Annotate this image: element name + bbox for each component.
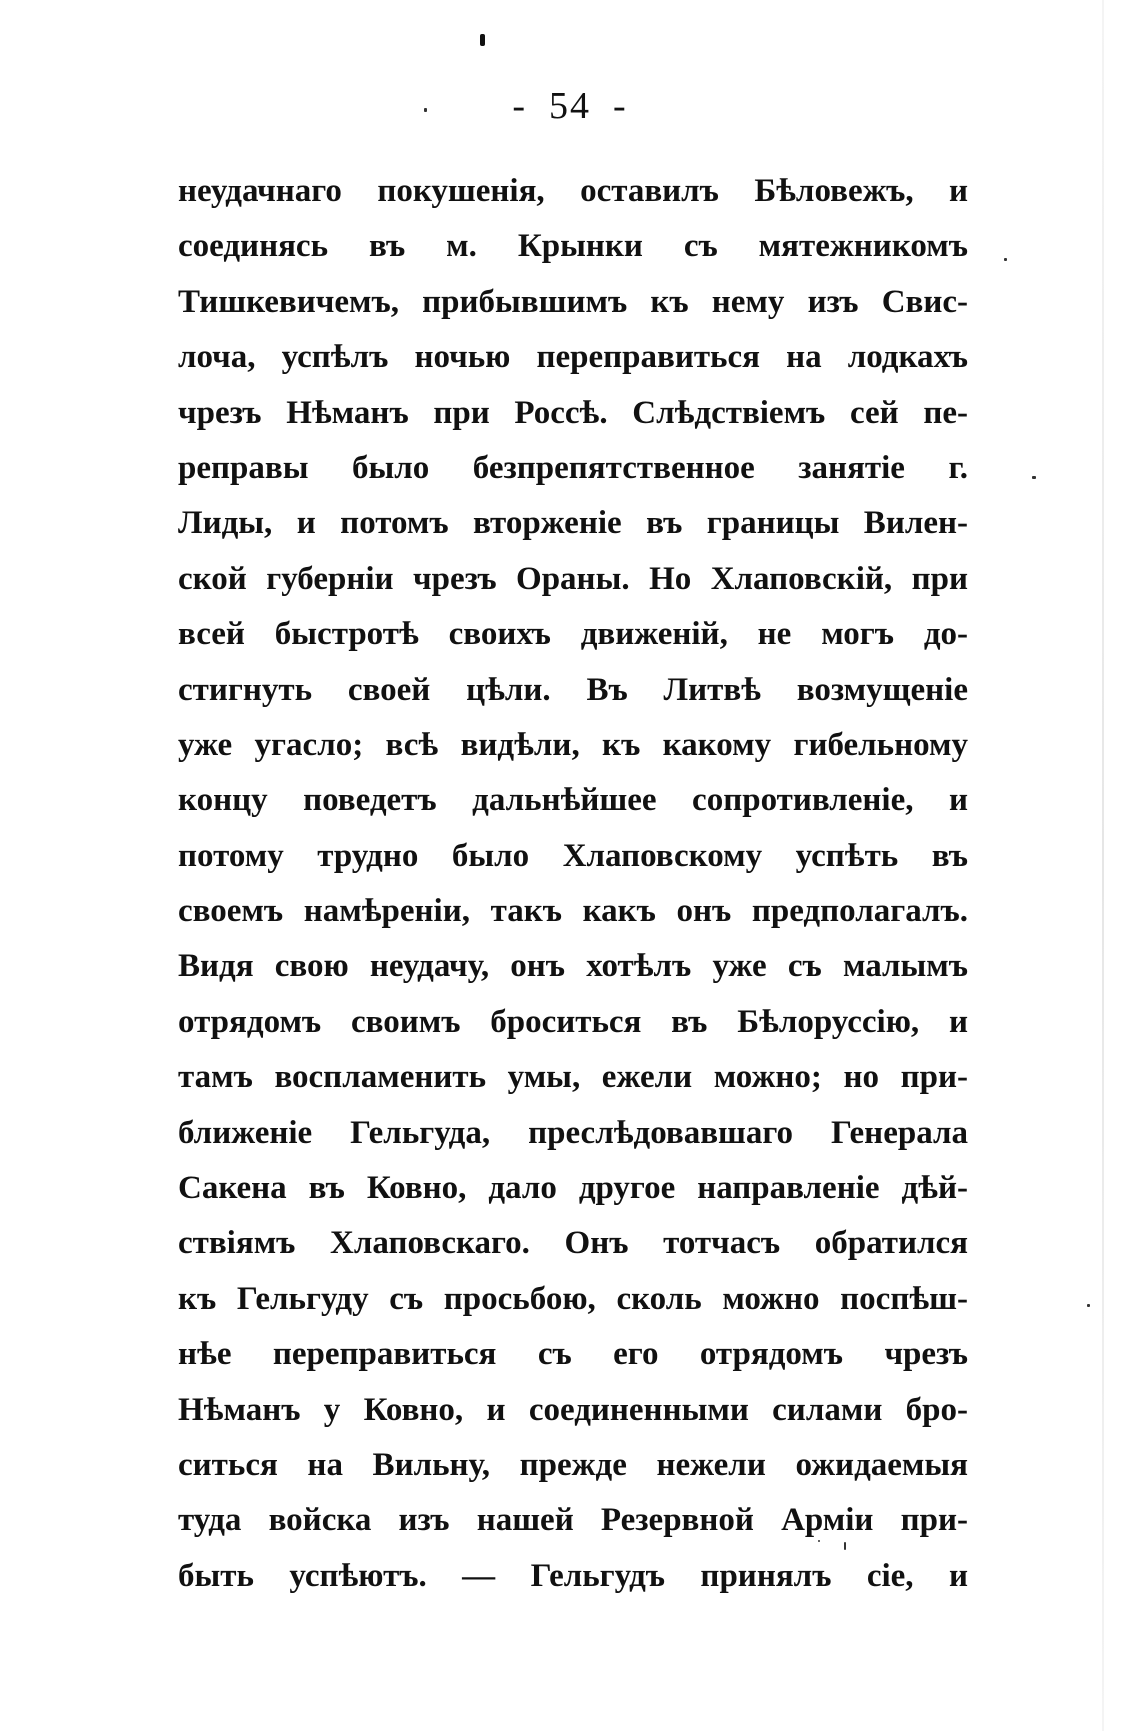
page-number-dash-right: - [613,85,628,127]
text-line: Сакена въ Ковно, дало другое направленіе дѣй- [178,1170,968,1207]
text-line: ской губерніи чрезъ Ораны. Но Хлаповскій, при [178,560,968,597]
body-text [178,164,968,1604]
text-line: уже угасло; всѣ видѣли, къ какому гибельному [178,726,968,763]
text-line: быть успѣютъ. — Гельгудъ принялъ сіе, и [178,1557,968,1594]
ink-speck [818,1540,820,1542]
text-line: ближеніе Гельгуда, преслѣдовавшаго Генерала [178,1114,968,1151]
text-line: ствіямъ Хлаповскаго. Онъ тотчасъ обратился [178,1225,968,1262]
text-line: къ Гельгуду съ просьбою, сколь можно поспѣш- [178,1280,968,1317]
ink-speck [844,1542,846,1550]
text-line: нѣе переправиться съ его отрядомъ чрезъ [178,1336,968,1373]
ink-speck [424,108,427,112]
text-line: Видя свою неудачу, онъ хотѣлъ уже съ малымъ [178,948,968,985]
page-number-header [0,84,1140,128]
text-line: своемъ намѣреніи, такъ какъ онъ предполагалъ. [178,893,968,930]
text-line: Тишкевичемъ, прибывшимъ къ нему изъ Свис- [178,283,968,320]
text-line: реправы было безпрепятственное занятіе г. [178,449,968,486]
ink-speck [1032,476,1036,479]
text-line: туда войска изъ нашей Резервной Арміи при- [178,1502,968,1539]
text-line: чрезъ Нѣманъ при Россѣ. Слѣдствіемъ сей пе- [178,394,968,431]
text-line: Нѣманъ у Ковно, и соединенными силами бро- [178,1391,968,1428]
text-line: тамъ воспламенить умы, ежели можно; но при- [178,1059,968,1096]
text-line: неудачнаго покушенія, оставилъ Бѣловежъ, и [178,173,968,209]
page-edge-shadow [1102,0,1104,1731]
text-line: ситься на Вильну, прежде нежели ожидаемыя [178,1446,968,1483]
text-line: концу поведетъ дальнѣйшее сопротивленіе, и [178,782,968,819]
text-line: отрядомъ своимъ броситься въ Бѣлоруссію, и [178,1003,968,1040]
page-number-dash-left: - [512,85,527,127]
text-line: соединясь въ м. Крынки съ мятежникомъ [178,228,968,265]
text-line: всей быстротѣ своихъ движеній, не могъ до- [178,616,968,653]
ink-speck [1087,1304,1090,1307]
ink-mark [480,34,485,46]
text-line: потому трудно было Хлаповскому успѣть въ [178,837,968,874]
text-line: Лиды, и потомъ вторженіе въ границы Вилен- [178,505,968,542]
text-line: стигнуть своей цѣли. Въ Литвѣ возмущеніе [178,671,968,708]
page-number: 54 [549,85,591,127]
text-line: лоча, успѣлъ ночью переправиться на лодкахъ [178,339,968,376]
ink-speck [1004,258,1007,261]
